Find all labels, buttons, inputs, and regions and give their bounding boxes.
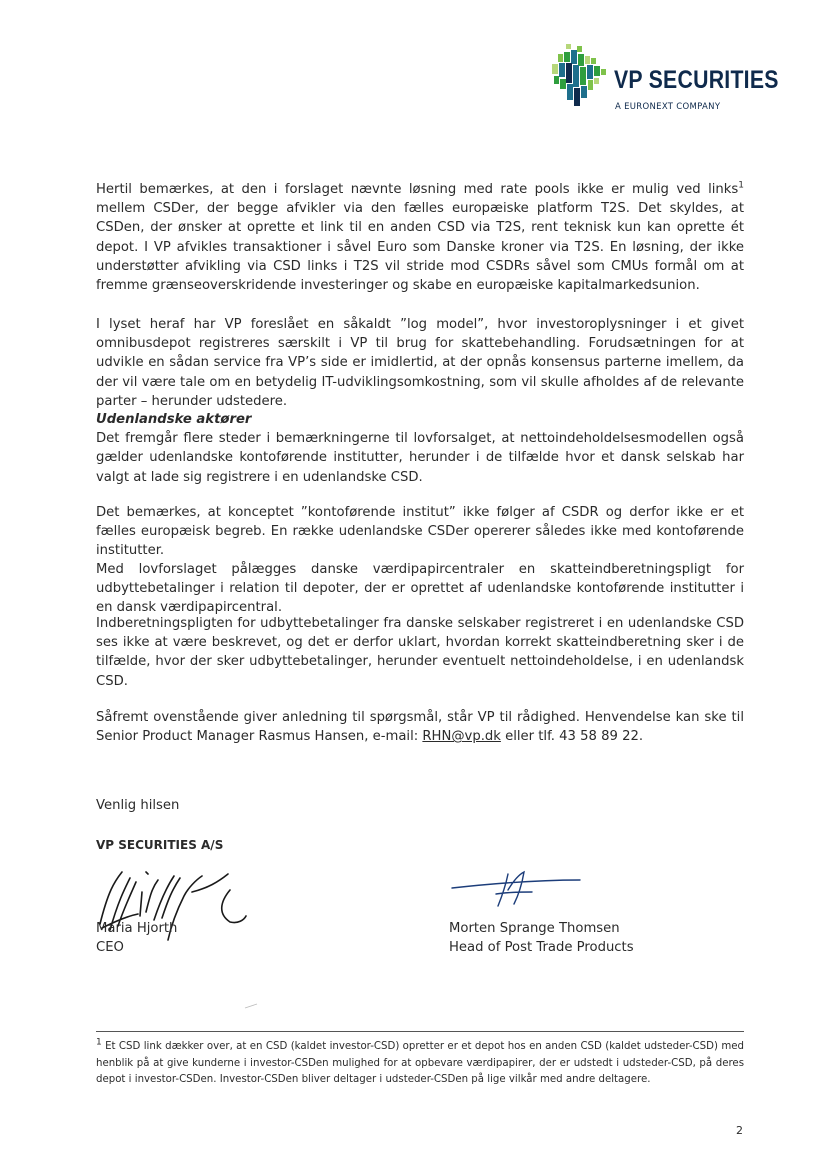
footnote — [96, 1039, 744, 1089]
page-number: 2 — [736, 1124, 743, 1137]
signer-name: Morten Sprange Thomsen — [449, 921, 620, 936]
section-foreign-actors — [96, 410, 744, 487]
signer-title: CEO — [96, 940, 124, 955]
email-link[interactable]: RHN@vp.dk — [422, 729, 501, 745]
handwritten-signature-right — [448, 870, 588, 912]
signer-right — [449, 919, 634, 957]
vp-securities-logo-icon — [550, 44, 608, 108]
paragraph-rate-pools — [96, 180, 744, 295]
paragraph-unclear-reporting: Indberetningspligten for udbyttebetalinger fra danske selskaber registreret i en udenlandske CSD ses ikke at være beskrevet, og det er derfor uklart, hvordan korrekt skatteindberetning sker i de tilfælde, hvor der sker udbyttebetalinger, herunder eventuelt nettoindeholdelse, i en udenlandsk CSD. — [96, 616, 744, 689]
brand-tagline: A EURONEXT COMPANY — [615, 102, 721, 112]
paragraph-concept: Det bemærkes, at konceptet ”kontoførende institut” ikke følger af CSDR og derfor ikke er et fælles europæisk begreb. En række udenlandske CSDer opererer således ikke med kontoførende institutter. — [96, 505, 744, 559]
paragraph-foreign-institutes: Det fremgår flere steder i bemærkningerne til lovforsalget, at nettoindeholdelsesmodellen også gælder udenlandske kontoførende institutter, herunder i de tilfælde hvor et dansk selskab har valgt at lade sig registrere i en udenlandske CSD. — [96, 431, 744, 485]
paragraph-log-model: I lyset heraf har VP foreslået en såkaldt ”log model”, hvor investoroplysninger i et givet omnibusdepot registreres særskilt i VP til brug for skattebehandling. Forudsætningen for at udvikle en sådan service fra VP’s side er imidlertid, at der opnås konsensus parterne imellem, da der vil være tale om en betydelig IT-udviklingsomkostning, som vil skulle afholdes af de relevante parter – herunder udstedere. — [96, 317, 744, 409]
footnote-divider — [96, 1031, 744, 1032]
paragraph-contact — [96, 708, 744, 746]
closing-greeting: Venlig hilsen — [96, 798, 180, 813]
paragraph-text: Hertil bemærkes, at den i forslaget nævnte løsning med rate pools ikke er mulig ved links — [96, 182, 739, 197]
footnote-mark: 1 — [96, 1037, 102, 1048]
signing-company: VP SECURITIES A/S — [96, 838, 224, 852]
signer-left — [96, 919, 177, 957]
signer-name: Maria Hjorth — [96, 921, 178, 936]
brand-name: VP SECURITIES — [614, 66, 779, 94]
paragraph-text: eller tlf. 43 58 89 22. — [500, 729, 644, 745]
paragraph-reporting-duty: Med lovforslaget pålægges danske værdipapircentraler en skatteindberetningspligt for udbyttebetalinger i relation til depoter, der er oprettet af udenlandske kontoførende institutter i en dansk værdipapircentral. — [96, 562, 744, 616]
scan-smudge — [243, 1000, 263, 1010]
paragraph-text: Såfremt ovenstående giver anledning til spørgsmål, står VP til rådighed. Henvendelse kan ske til Senior Product Manager Rasmus Hansen, e-mail: — [96, 710, 744, 745]
footnote-text: Et CSD link dækker over, at en CSD (kaldet investor-CSD) opretter er et depot hos en anden CSD (kaldet udsteder-CSD) med henblik på at give kunderne i investor-CSDen mulighed for at opbevare værdipapirer, der er udstedt i udsteder-CSD, på deres depot i investor-CSDen. Investor-CSDen bliver deltager i udsteder-CSDen på lige vilkår med andre deltagere. — [96, 1041, 744, 1085]
company-logo — [550, 44, 790, 114]
section-heading: Udenlandske aktører — [96, 412, 252, 427]
signer-title: Head of Post Trade Products — [449, 940, 634, 955]
paragraph-text: mellem CSDer, der begge afvikler via den fælles europæiske platform T2S. Det skyldes, at CSDen, der ønsker at oprette et link til en anden CSD via T2S, rent teknisk kun kan oprette ét depot. I VP afvikles transaktioner i såvel Euro som Danske kroner via T2S. En løsning, der ikke understøtter afvikling via CSD links i T2S vil stride mod CSDRs såvel som CMUs formål om at fremme grænseoverskridende investeringer og skabe en europæiske kapitalmarkedsunion. — [96, 201, 744, 294]
footnote-reference: 1 — [738, 180, 744, 191]
